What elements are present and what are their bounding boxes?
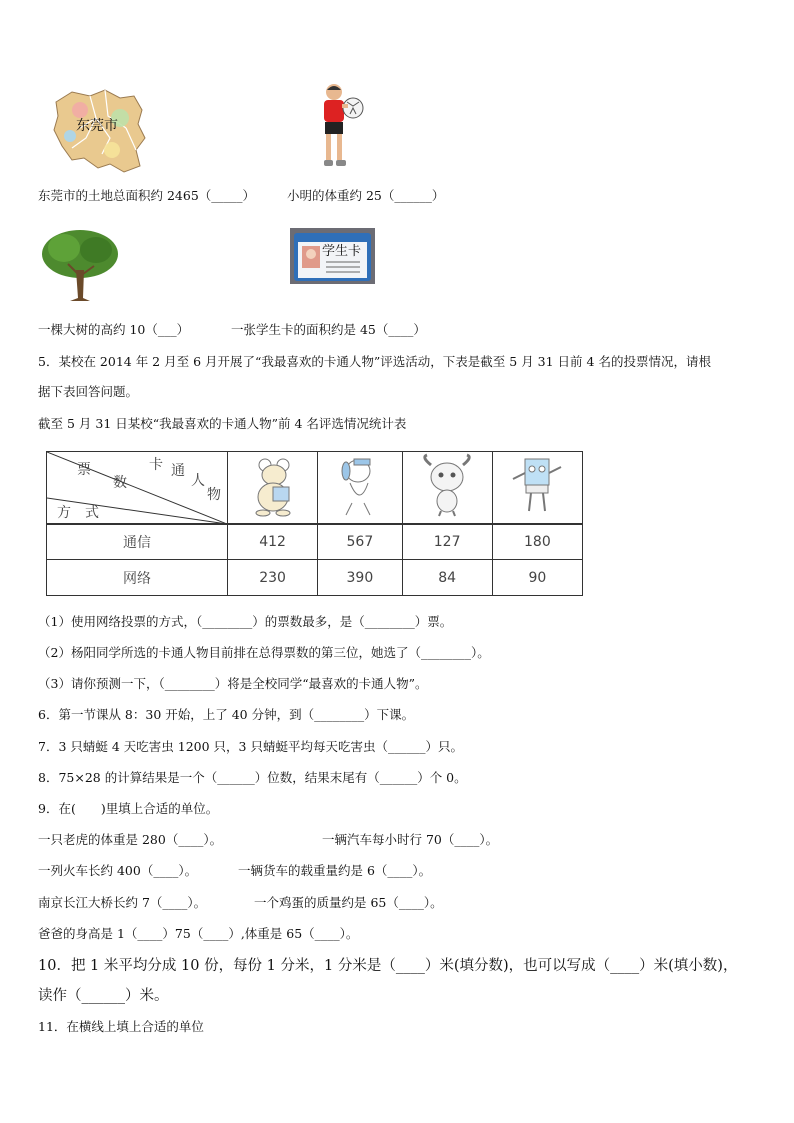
question-11: 11．在横线上填上合适的单位 <box>38 1019 204 1034</box>
map-label: 东莞市 <box>76 118 118 134</box>
q5-table-title: 截至 5 月 31 日某校“我最喜欢的卡通人物”前 4 名评选情况统计表 <box>38 416 407 431</box>
estimate-card-area: 一张学生卡的面积约是 45（____） <box>231 322 426 337</box>
diagonal-header-cell <box>47 452 228 524</box>
cartoon-goat-cell <box>402 452 492 524</box>
table-row <box>47 524 583 560</box>
table-cell: 84 <box>402 560 492 596</box>
table-header-row <box>47 452 583 524</box>
estimate-xiaoming-weight: 小明的体重约 25（______） <box>287 188 445 203</box>
q9-truck-load: 一辆货车的载重量约是 6（____）。 <box>238 863 432 878</box>
header-char-shu: 数 <box>113 475 127 491</box>
q5-intro-line1: 5．某校在 2014 年 2 月至 6 月开展了“我最喜欢的卡通人物”评选活动，下表是截至 5 月 31 日前 4 名的投票情况，请根 <box>38 354 711 369</box>
header-char-wu: 物 <box>207 487 221 503</box>
header-char-tong: 通 <box>171 463 185 479</box>
vote-statistics-table <box>46 451 583 596</box>
question-6: 6．第一节课从 8：30 开始，上了 40 分钟，到（________）下课。 <box>38 707 415 722</box>
header-char-ren: 人 <box>191 473 205 489</box>
table-row <box>47 560 583 596</box>
cartoon-dog-cell <box>318 452 402 524</box>
q9-bridge-length: 南京长江大桥长约 7（____）。 <box>38 895 207 910</box>
q5-subquestion-1: （1）使用网络投票的方式，（________）的票数最多，是（________）票。 <box>38 614 453 629</box>
header-char-shi: 式 <box>85 505 99 521</box>
q5-intro-line2: 据下表回答问题。 <box>38 384 139 399</box>
cartoon-bear-icon <box>243 453 303 517</box>
estimate-dongguan-area: 东莞市的土地总面积约 2465（_____） <box>38 188 256 203</box>
q9-car-speed: 一辆汽车每小时行 70（____）。 <box>322 832 499 847</box>
cartoon-sponge-icon <box>507 453 567 517</box>
q5-subquestion-2: （2）杨阳同学所选的卡通人物目前排在总得票数的第三位，她选了（________）。 <box>38 645 490 660</box>
card-label: 学生卡 <box>322 244 362 259</box>
q9-egg-mass: 一个鸡蛋的质量约是 65（____）。 <box>254 895 443 910</box>
table-cell: 567 <box>318 524 402 560</box>
header-char-ka: 卡 <box>149 457 163 473</box>
question-10-line2: 读作（______）米。 <box>38 988 169 1004</box>
table-cell: 230 <box>228 560 318 596</box>
row-label-tongxin: 通信 <box>47 524 228 560</box>
table-cell: 127 <box>402 524 492 560</box>
question-10-line1: 10．把 1 米平均分成 10 份，每份 1 分米，1 分米是（____）米(填分数)，也可以写成（____）米(填小数)， <box>38 958 738 974</box>
question-9-title: 9．在( )里填上合适的单位。 <box>38 801 219 816</box>
cartoon-sponge-cell <box>492 452 582 524</box>
table-cell: 180 <box>492 524 582 560</box>
cartoon-dog-icon <box>332 453 388 517</box>
header-char-fang: 方 <box>57 505 71 521</box>
estimate-tree-height: 一棵大树的高约 10（___） <box>38 322 190 337</box>
cartoon-bear-cell <box>228 452 318 524</box>
q5-subquestion-3: （3）请你预测一下，（________）将是全校同学“最喜欢的卡通人物”。 <box>38 676 428 691</box>
dongguan-map-picture <box>50 88 148 174</box>
student-card-picture <box>290 228 375 284</box>
table-cell: 390 <box>318 560 402 596</box>
table-cell: 412 <box>228 524 318 560</box>
question-8: 8．75×28 的计算结果是一个（______）位数，结果末尾有（______）个 0。 <box>38 770 467 785</box>
q9-train-length: 一列火车长约 400（____）。 <box>38 863 198 878</box>
boy-with-ball-picture <box>314 80 366 172</box>
tree-picture <box>40 228 120 302</box>
q9-father-height-weight: 爸爸的身高是 1（____）75（____）,体重是 65（____）。 <box>38 926 359 941</box>
q9-tiger-weight: 一只老虎的体重是 280（____）。 <box>38 832 223 847</box>
question-7: 7．3 只蜻蜓 4 天吃害虫 1200 只，3 只蜻蜓平均每天吃害虫（______）只。 <box>38 739 463 754</box>
header-char-piao: 票 <box>77 462 91 478</box>
table-cell: 90 <box>492 560 582 596</box>
row-label-wangluo: 网络 <box>47 560 228 596</box>
cartoon-goat-icon <box>417 453 477 517</box>
